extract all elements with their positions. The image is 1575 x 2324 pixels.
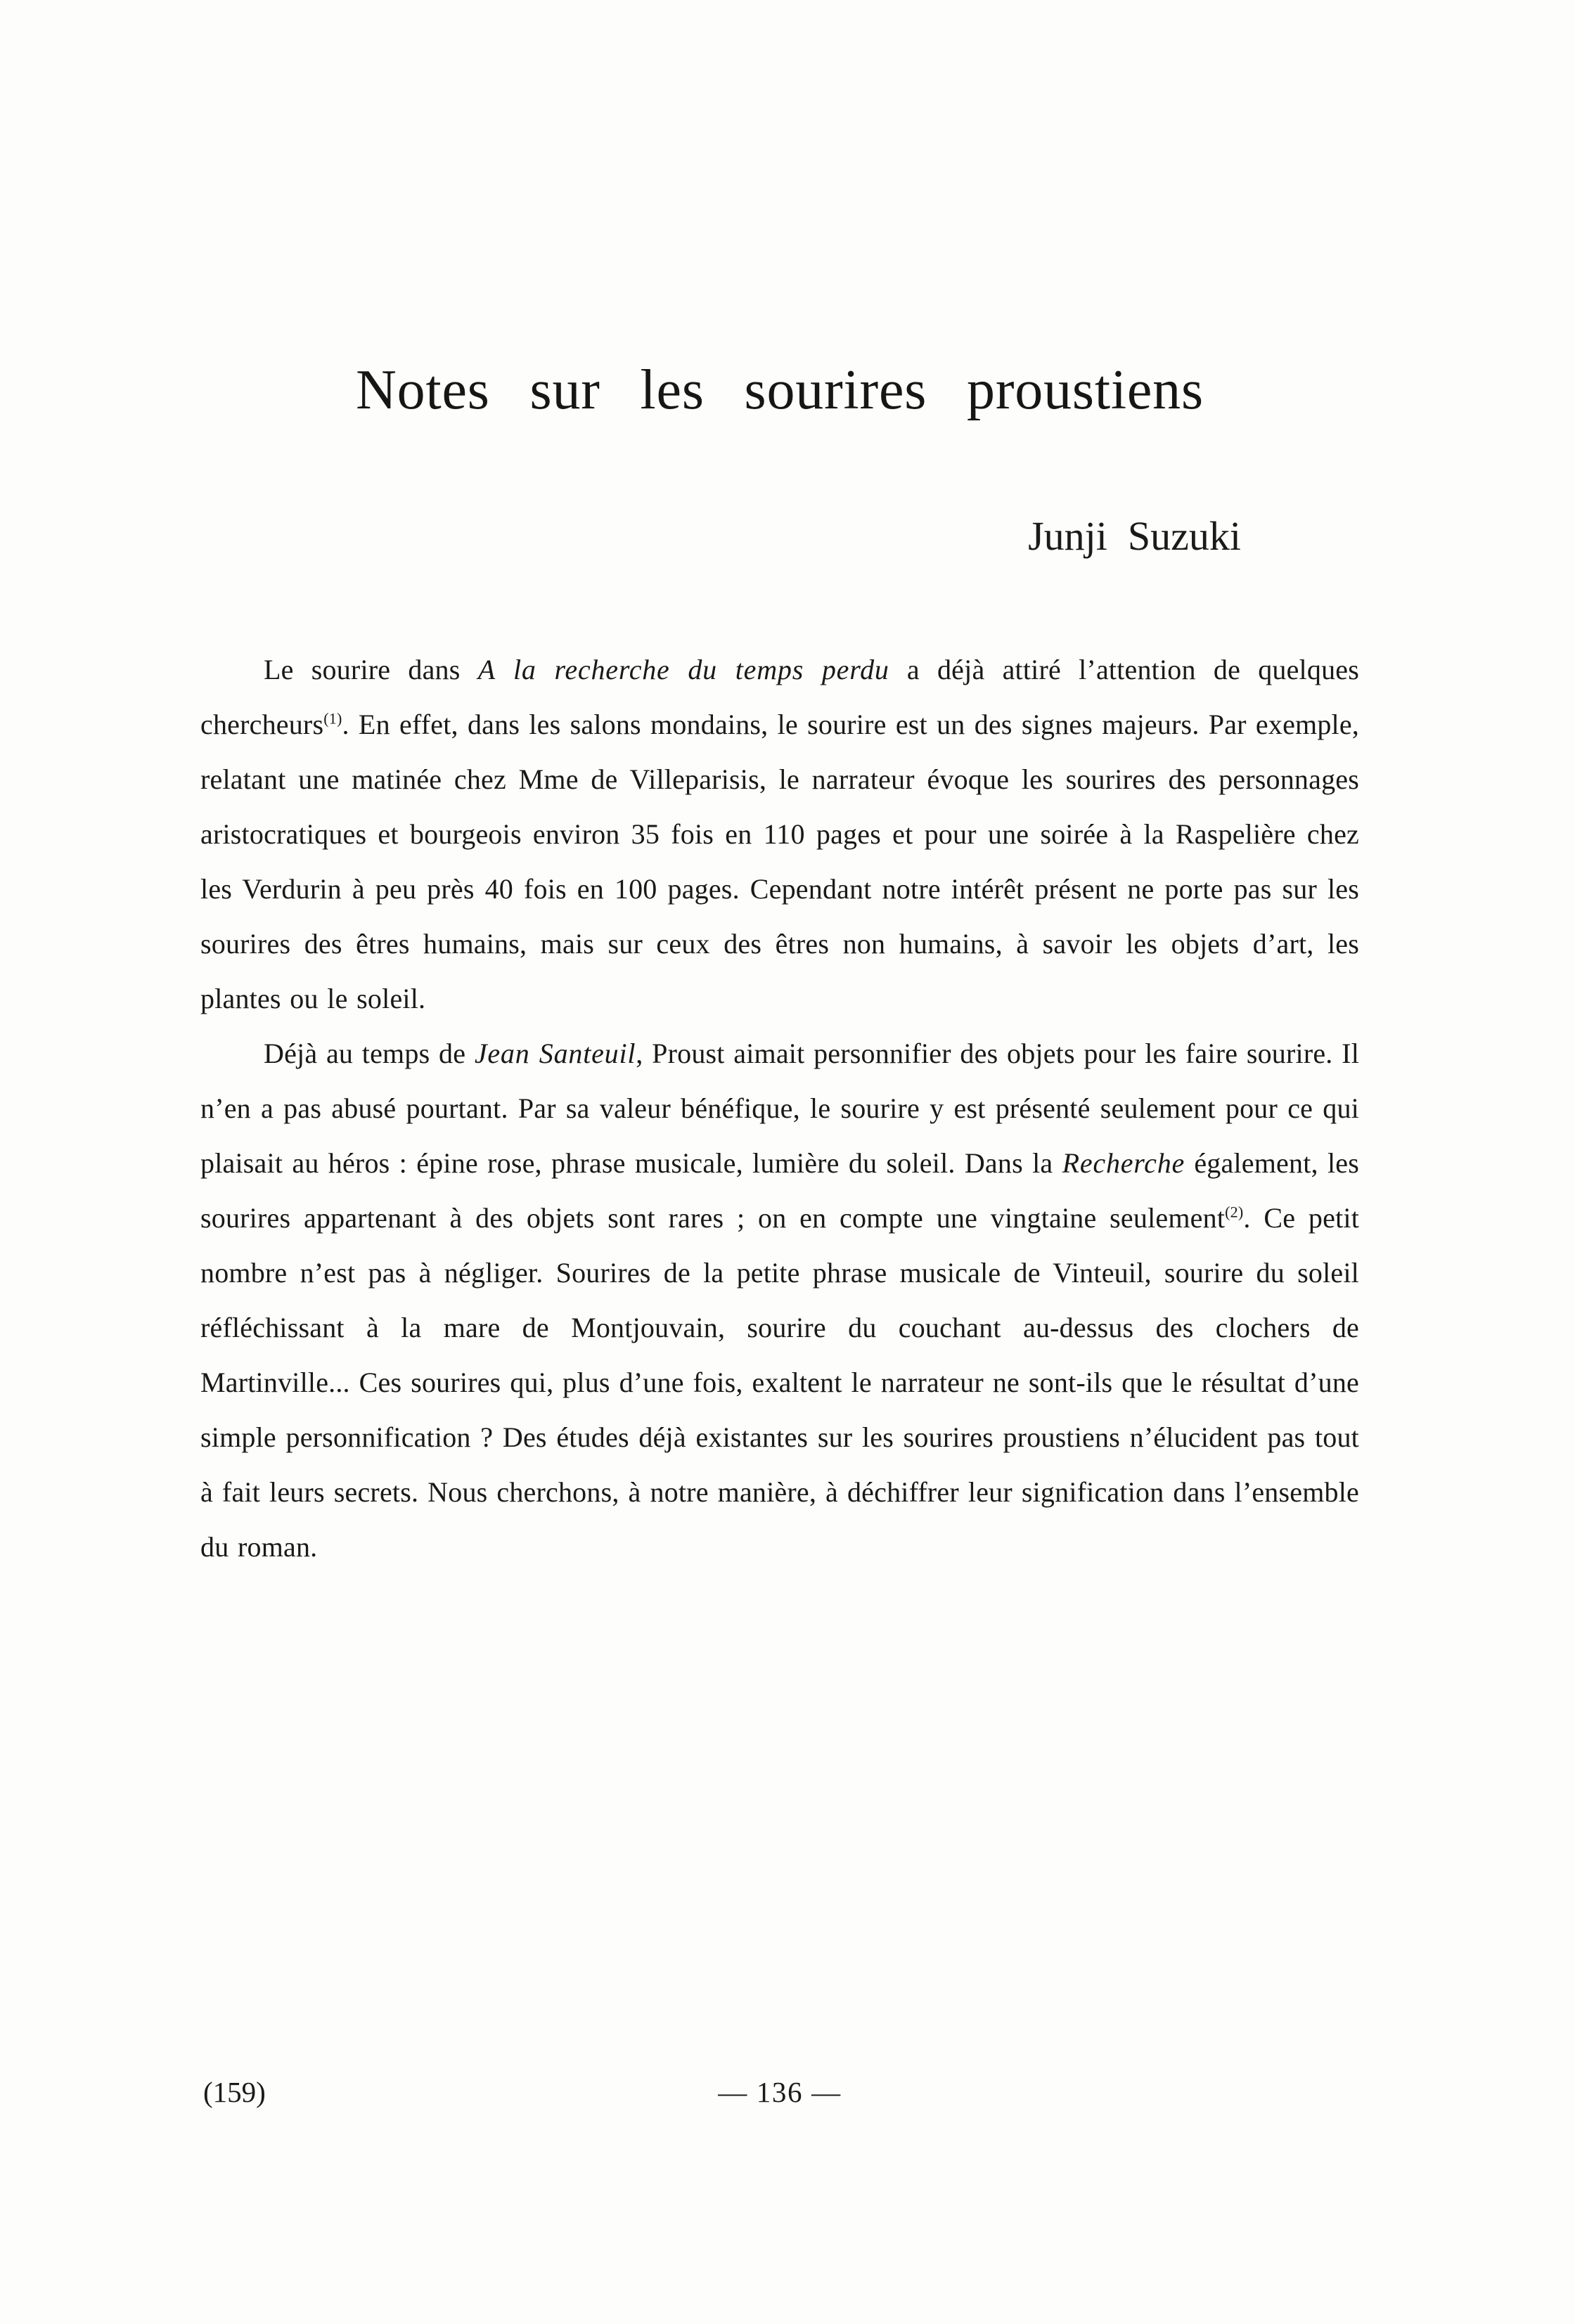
- text-segment: (2): [1225, 1203, 1244, 1221]
- text-segment: . Ce petit nombre n’est pas à négliger. Sourires de la petite phrase musicale de Vinteuil, sourire du soleil réfléchissant à la mare de Montjouvain, sourire du couchant au-dessus des clochers de Martinville... Ces sourires qui, plus d’une fois, exaltent le narrateur ne sont-ils que le résultat d’une simple personnification ? Des études déjà existantes sur les sourires proustiens n’élucident pas tout à fait leurs secrets. Nous cherchons, à notre manière, à déchiffrer leur signification dans l’ensemble du roman.: [200, 1202, 1360, 1563]
- page-footer: [200, 2075, 1359, 2117]
- paragraph: [200, 1026, 1359, 1575]
- text-segment: Déjà au temps de: [264, 1038, 475, 1069]
- article-body: [200, 643, 1359, 1575]
- text-column: [200, 0, 1359, 1575]
- text-segment: Recherche: [1062, 1147, 1185, 1179]
- text-segment: également, les sourires appartenant à des objets sont rares ; on en compte une vingtaine seulement: [200, 1147, 1359, 1234]
- text-segment: , Proust aimait personnifier des objets pour les faire sourire. Il n’en a pas abusé pourtant. Par sa valeur bénéfique, le sourire y est présenté seulement pour ce qui plaisait au héros : épine rose, phrase musicale, lumière du soleil. Dans la: [200, 1038, 1360, 1179]
- text-segment: Le sourire dans: [264, 654, 478, 685]
- text-segment: . En effet, dans les salons mondains, le sourire est un des signes majeurs. Par exemple, relatant une matinée chez Mme de Villeparisis, le narrateur évoque les sourires des personnages aristocratiques et bourgeois environ 35 fois en 110 pages et pour une soirée à la Raspelière chez les Verdurin à peu près 40 fois en 100 pages. Cependant notre intérêt présent ne porte pas sur les sourires des êtres humains, mais sur ceux des êtres non humains, à savoir les objets d’art, les plantes ou le soleil.: [200, 709, 1359, 1014]
- paper-title: Notes sur les sourires proustiens: [356, 359, 1204, 421]
- text-segment: A la recherche du temps perdu: [477, 654, 889, 685]
- text-segment: Jean Santeuil: [474, 1038, 636, 1069]
- text-segment: (1): [323, 709, 342, 728]
- paragraph: [200, 643, 1359, 1026]
- text-segment: a déjà attiré l’attention de quelques chercheurs: [200, 654, 1359, 740]
- issue-reference: (159): [203, 2076, 266, 2108]
- author-name: Junji Suzuki: [1028, 513, 1241, 559]
- page-number: — 136 —: [718, 2076, 842, 2108]
